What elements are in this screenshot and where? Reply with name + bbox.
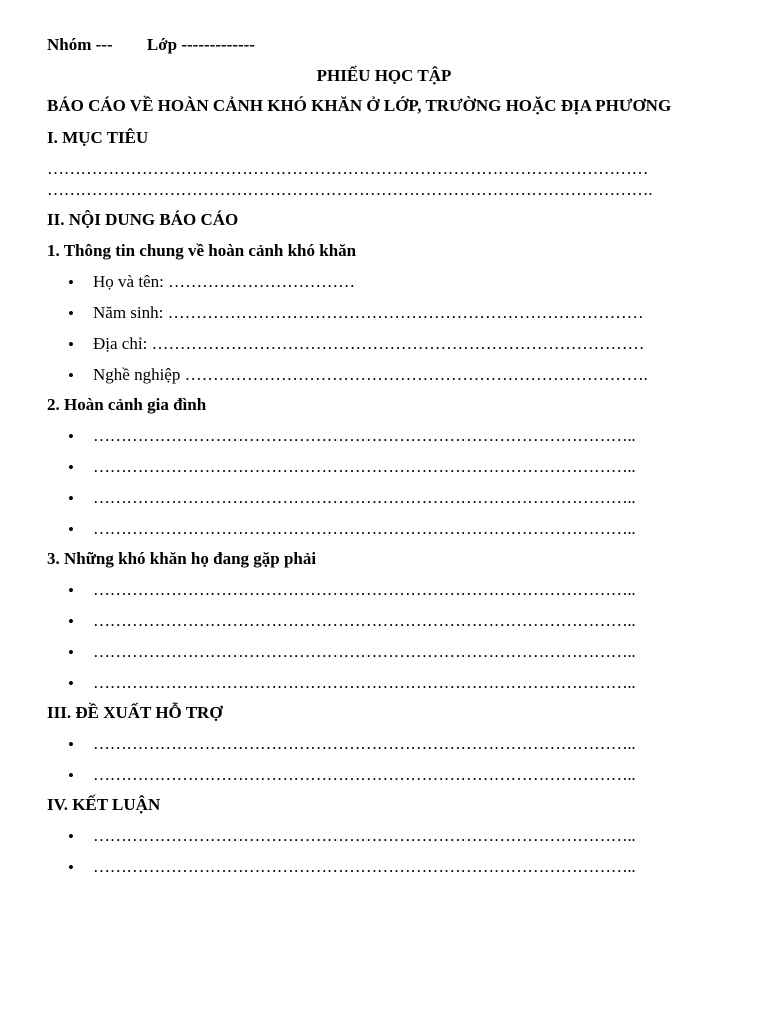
subsection-2-heading: 2. Hoàn cảnh gia đình (47, 395, 207, 414)
bullet-icon: • (68, 273, 74, 292)
bullet-icon: • (68, 766, 74, 785)
subsection-3-heading: 3. Những khó khăn họ đang gặp phải (47, 549, 317, 568)
list-item: …………………………………………………………………………………….. (93, 765, 636, 784)
bullet-icon: • (68, 827, 74, 846)
bullet-icon: • (68, 366, 74, 385)
bullet-icon: • (68, 581, 74, 600)
list-item: …………………………………………………………………………………….. (93, 426, 636, 445)
bullet-icon: • (68, 335, 74, 354)
list-item: …………………………………………………………………………………….. (93, 519, 636, 538)
list-item: …………………………………………………………………………………….. (93, 457, 636, 476)
info-address-item: Địa chỉ: …………………………………………………………………………… (93, 334, 645, 353)
bullet-icon: • (68, 674, 74, 693)
section-2-heading: II. NỘI DUNG BÁO CÁO (47, 210, 239, 229)
list-item: …………………………………………………………………………………….. (93, 673, 636, 692)
class-label: Lớp ------------- (146, 35, 255, 54)
section-3-heading: III. ĐỀ XUẤT HỖ TRỢ (47, 703, 223, 722)
subsection-1-heading: 1. Thông tin chung về hoàn cảnh khó khăn (47, 241, 357, 260)
bullet-icon: • (68, 643, 74, 662)
list-item: …………………………………………………………………………………….. (93, 734, 636, 753)
list-item: …………………………………………………………………………………….. (93, 642, 636, 661)
bullet-icon: • (68, 612, 74, 631)
bullet-icon: • (68, 304, 74, 323)
page-title: PHIẾU HỌC TẬP (316, 66, 452, 85)
bullet-icon: • (68, 520, 74, 539)
page-subtitle: BÁO CÁO VỀ HOÀN CẢNH KHÓ KHĂN Ở LỚP, TRƯỜNG HOẶC ĐỊA PHƯƠNG (47, 96, 672, 115)
info-occupation-item: Nghề nghiệp ………………………………………………………………………. (93, 365, 648, 384)
objective-line: ……………………………………………………………………………………………… (47, 159, 649, 178)
bullet-icon: • (68, 458, 74, 477)
list-item: …………………………………………………………………………………….. (93, 826, 636, 845)
bullet-icon: • (68, 489, 74, 508)
bullet-icon: • (68, 427, 74, 446)
header-row (47, 35, 255, 55)
info-name-item: Họ và tên: …………………………… (93, 272, 356, 291)
list-item: …………………………………………………………………………………….. (93, 857, 636, 876)
list-item: …………………………………………………………………………………….. (93, 611, 636, 630)
bullet-icon: • (68, 858, 74, 877)
section-1-heading: I. MỤC TIÊU (47, 128, 149, 147)
list-item: …………………………………………………………………………………….. (93, 580, 636, 599)
bullet-icon: • (68, 735, 74, 754)
info-birth-year-item: Năm sinh: ………………………………………………………………………… (93, 303, 644, 322)
section-4-heading: IV. KẾT LUẬN (47, 795, 161, 814)
objective-line: ………………………………………………………………………………………………. (47, 180, 653, 199)
group-label: Nhóm --- (47, 35, 113, 54)
list-item: …………………………………………………………………………………….. (93, 488, 636, 507)
